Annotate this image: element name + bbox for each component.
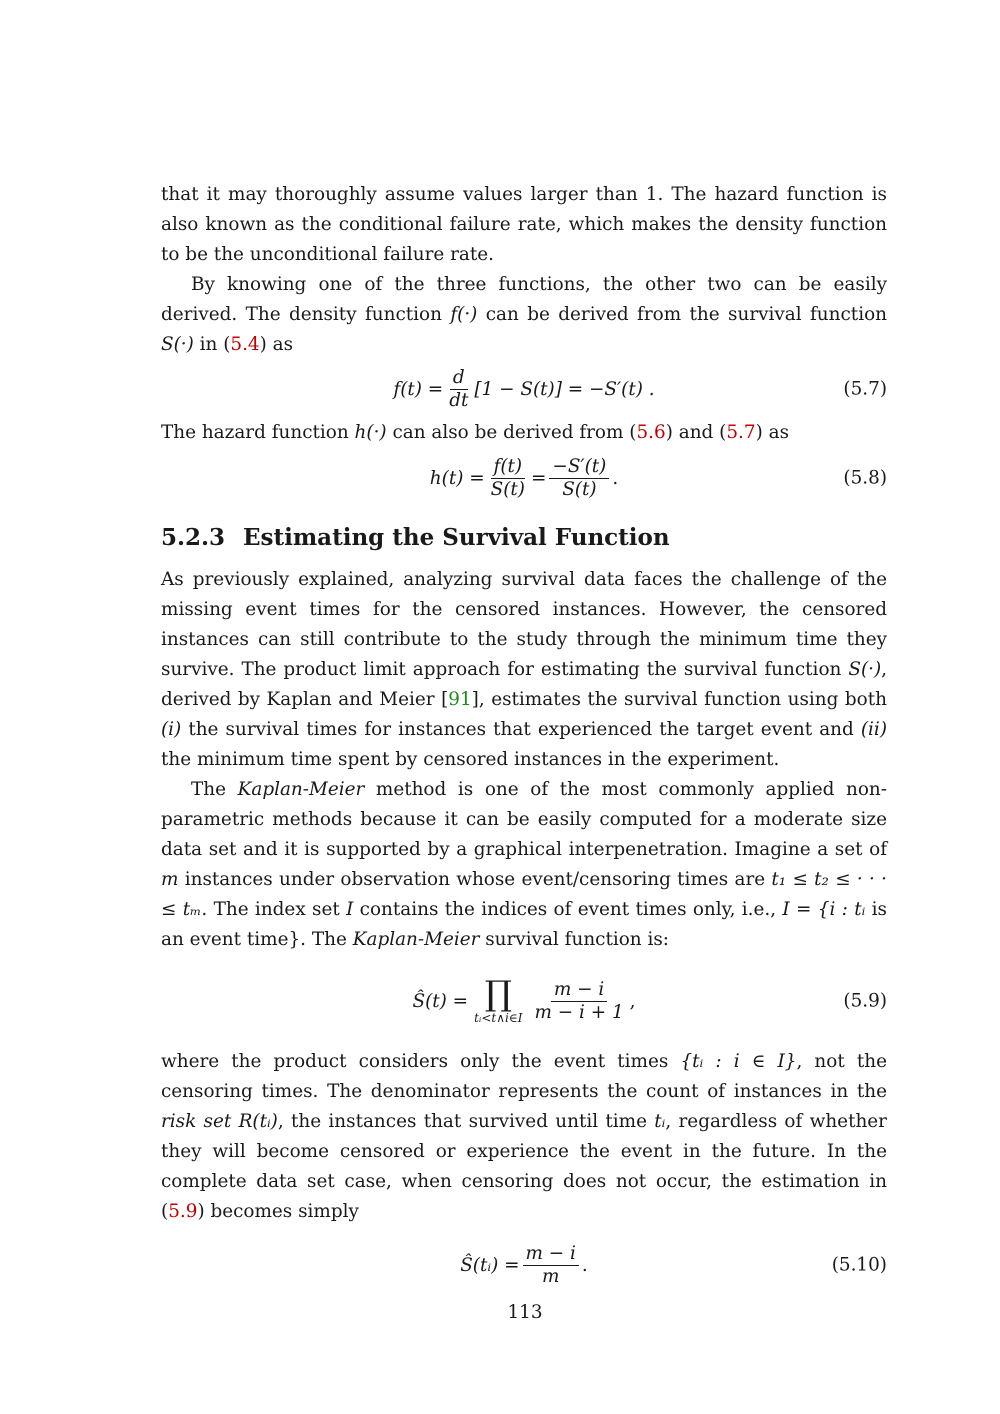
- math-inline: t₁ ≤ t₂ ≤ · · · ≤ tₘ: [161, 869, 887, 920]
- text: The hazard function: [161, 422, 355, 443]
- eq-lhs: h(t) =: [429, 467, 485, 489]
- fraction: [531, 979, 626, 1024]
- page-body: [161, 180, 887, 1303]
- section-title: Estimating the Survival Function: [243, 524, 670, 551]
- text: can be derived from the survival function: [477, 304, 887, 325]
- math-inline: S(·): [848, 659, 882, 680]
- equation-number: (5.7): [843, 378, 887, 400]
- section-number: 5.2.3: [161, 524, 226, 551]
- text: As previously explained, analyzing survival data faces the challenge of the missing event times for the censored instances. However, the censored instances can still contribute to the study through the minimum time they survive. The product limit approach for estimating the survival function: [161, 569, 887, 680]
- equation-ref-link[interactable]: 5.6: [636, 422, 666, 443]
- math-inline: f(·): [450, 304, 478, 325]
- text: method is one of the most commonly applied non-parametric methods because it can be easily computed for a moderate size data set and it is supported by a graphical interpenetration. Imagine a set of: [161, 779, 887, 860]
- equation-number: (5.10): [831, 1254, 887, 1276]
- eq-lhs: Ŝ(t) =: [412, 990, 469, 1012]
- text: is an event time}. The: [161, 899, 887, 950]
- text: The: [191, 779, 238, 800]
- equation-ref-link[interactable]: 5.4: [230, 334, 260, 355]
- text: [231, 1111, 238, 1132]
- fraction: [523, 1243, 579, 1288]
- punctuation: .: [612, 467, 619, 489]
- text: survival function is:: [479, 929, 670, 950]
- equation-5-9: [161, 955, 887, 1047]
- math-inline: {tᵢ : i ∈ I}: [680, 1051, 797, 1072]
- equation-number: (5.9): [843, 990, 887, 1012]
- math-inline: I = {i : tᵢ: [782, 899, 866, 920]
- equation-body: [393, 367, 654, 412]
- text: , not the censoring times. The denominator represents the count of instances in the: [161, 1051, 887, 1102]
- math-inline: R(tᵢ): [238, 1111, 278, 1132]
- denominator: m: [541, 1265, 560, 1287]
- product-symbol: ∏: [484, 974, 512, 1014]
- text: instances under observation whose event/censoring times are: [178, 869, 772, 890]
- product-subscript: tᵢ<t∧i∈I: [474, 1011, 523, 1025]
- text: ) as: [259, 334, 294, 355]
- equals-sign: =: [530, 467, 547, 489]
- denominator: m − i + 1: [534, 1001, 624, 1023]
- denominator: S(t): [562, 478, 597, 500]
- math-inline: S(·): [161, 334, 194, 355]
- italic-text: (i): [161, 719, 182, 740]
- text: , regardless of whether they will become censored or experience the event in the future. In the complete data set case, when censoring does not occur, the estimation in (: [161, 1111, 887, 1222]
- text: By knowing one of the three functions, the other two can be easily derived. The density function: [161, 274, 887, 325]
- equation-number: (5.8): [843, 467, 887, 489]
- eq-rhs: [1 − S(t)] = −S′(t) .: [474, 378, 655, 400]
- text: the minimum time spent by censored instances in the experiment.: [161, 749, 780, 770]
- citation-link[interactable]: 91: [448, 689, 472, 710]
- equation-ref-link[interactable]: 5.9: [168, 1201, 198, 1222]
- paragraph-6: [161, 1047, 887, 1227]
- text: ) and (: [665, 422, 727, 443]
- equation-5-10: [161, 1227, 887, 1303]
- denominator: dt: [449, 389, 469, 411]
- equation-5-7: [161, 360, 887, 418]
- numerator: d: [450, 367, 468, 390]
- math-inline: m: [161, 869, 179, 890]
- numerator: −S′(t): [549, 456, 609, 479]
- text: the survival times for instances that experienced the target event and: [181, 719, 861, 740]
- equation-body: [412, 974, 636, 1025]
- text: ) as: [755, 422, 790, 443]
- eq-lhs: Ŝ(tᵢ) =: [460, 1254, 520, 1276]
- math-inline: h(·): [354, 422, 387, 443]
- equation-body: [430, 456, 618, 501]
- text: can also be derived from (: [386, 422, 637, 443]
- text: where the product considers only the event times: [161, 1051, 681, 1072]
- text: . The index set: [201, 899, 347, 920]
- fraction: [549, 456, 609, 501]
- math-inline: tᵢ: [654, 1111, 666, 1132]
- text: ], estimates the survival function using both: [471, 689, 887, 710]
- text: ) becomes simply: [197, 1201, 359, 1222]
- section-heading: [161, 524, 887, 551]
- italic-text: Kaplan-Meier: [352, 929, 480, 950]
- text: , the instances that survived until time: [277, 1111, 655, 1132]
- numerator: m − i: [523, 1243, 579, 1266]
- paragraph-3: [161, 418, 887, 448]
- equation-ref-link[interactable]: 5.7: [726, 422, 756, 443]
- punctuation: .: [581, 1254, 588, 1276]
- text: in (: [193, 334, 231, 355]
- denominator: S(t): [490, 478, 525, 500]
- math-inline: I: [346, 899, 354, 920]
- text: contains the indices of event times only, i.e.,: [353, 899, 783, 920]
- eq-lhs: f(t) =: [393, 378, 444, 400]
- page-number: 113: [507, 1302, 543, 1323]
- equation-body: [460, 1243, 588, 1288]
- numerator: f(t): [491, 456, 526, 479]
- italic-text: risk set: [161, 1111, 232, 1132]
- equation-5-8: [161, 448, 887, 508]
- paragraph-2: [161, 270, 887, 360]
- product-operator: [474, 974, 523, 1025]
- numerator: m − i: [551, 979, 607, 1002]
- paragraph-4: [161, 565, 887, 775]
- italic-text: (ii): [860, 719, 887, 740]
- text: , derived by Kaplan and Meier [: [161, 659, 887, 710]
- fraction: [488, 456, 528, 501]
- italic-text: Kaplan-Meier: [237, 779, 365, 800]
- fraction: [446, 367, 471, 412]
- paragraph-5: [161, 775, 887, 955]
- punctuation: ,: [629, 990, 636, 1012]
- paragraph-1: that it may thoroughly assume values larger than 1. The hazard function is also known as the conditional failure rate, which makes the density function to be the unconditional failure rate.: [161, 184, 887, 265]
